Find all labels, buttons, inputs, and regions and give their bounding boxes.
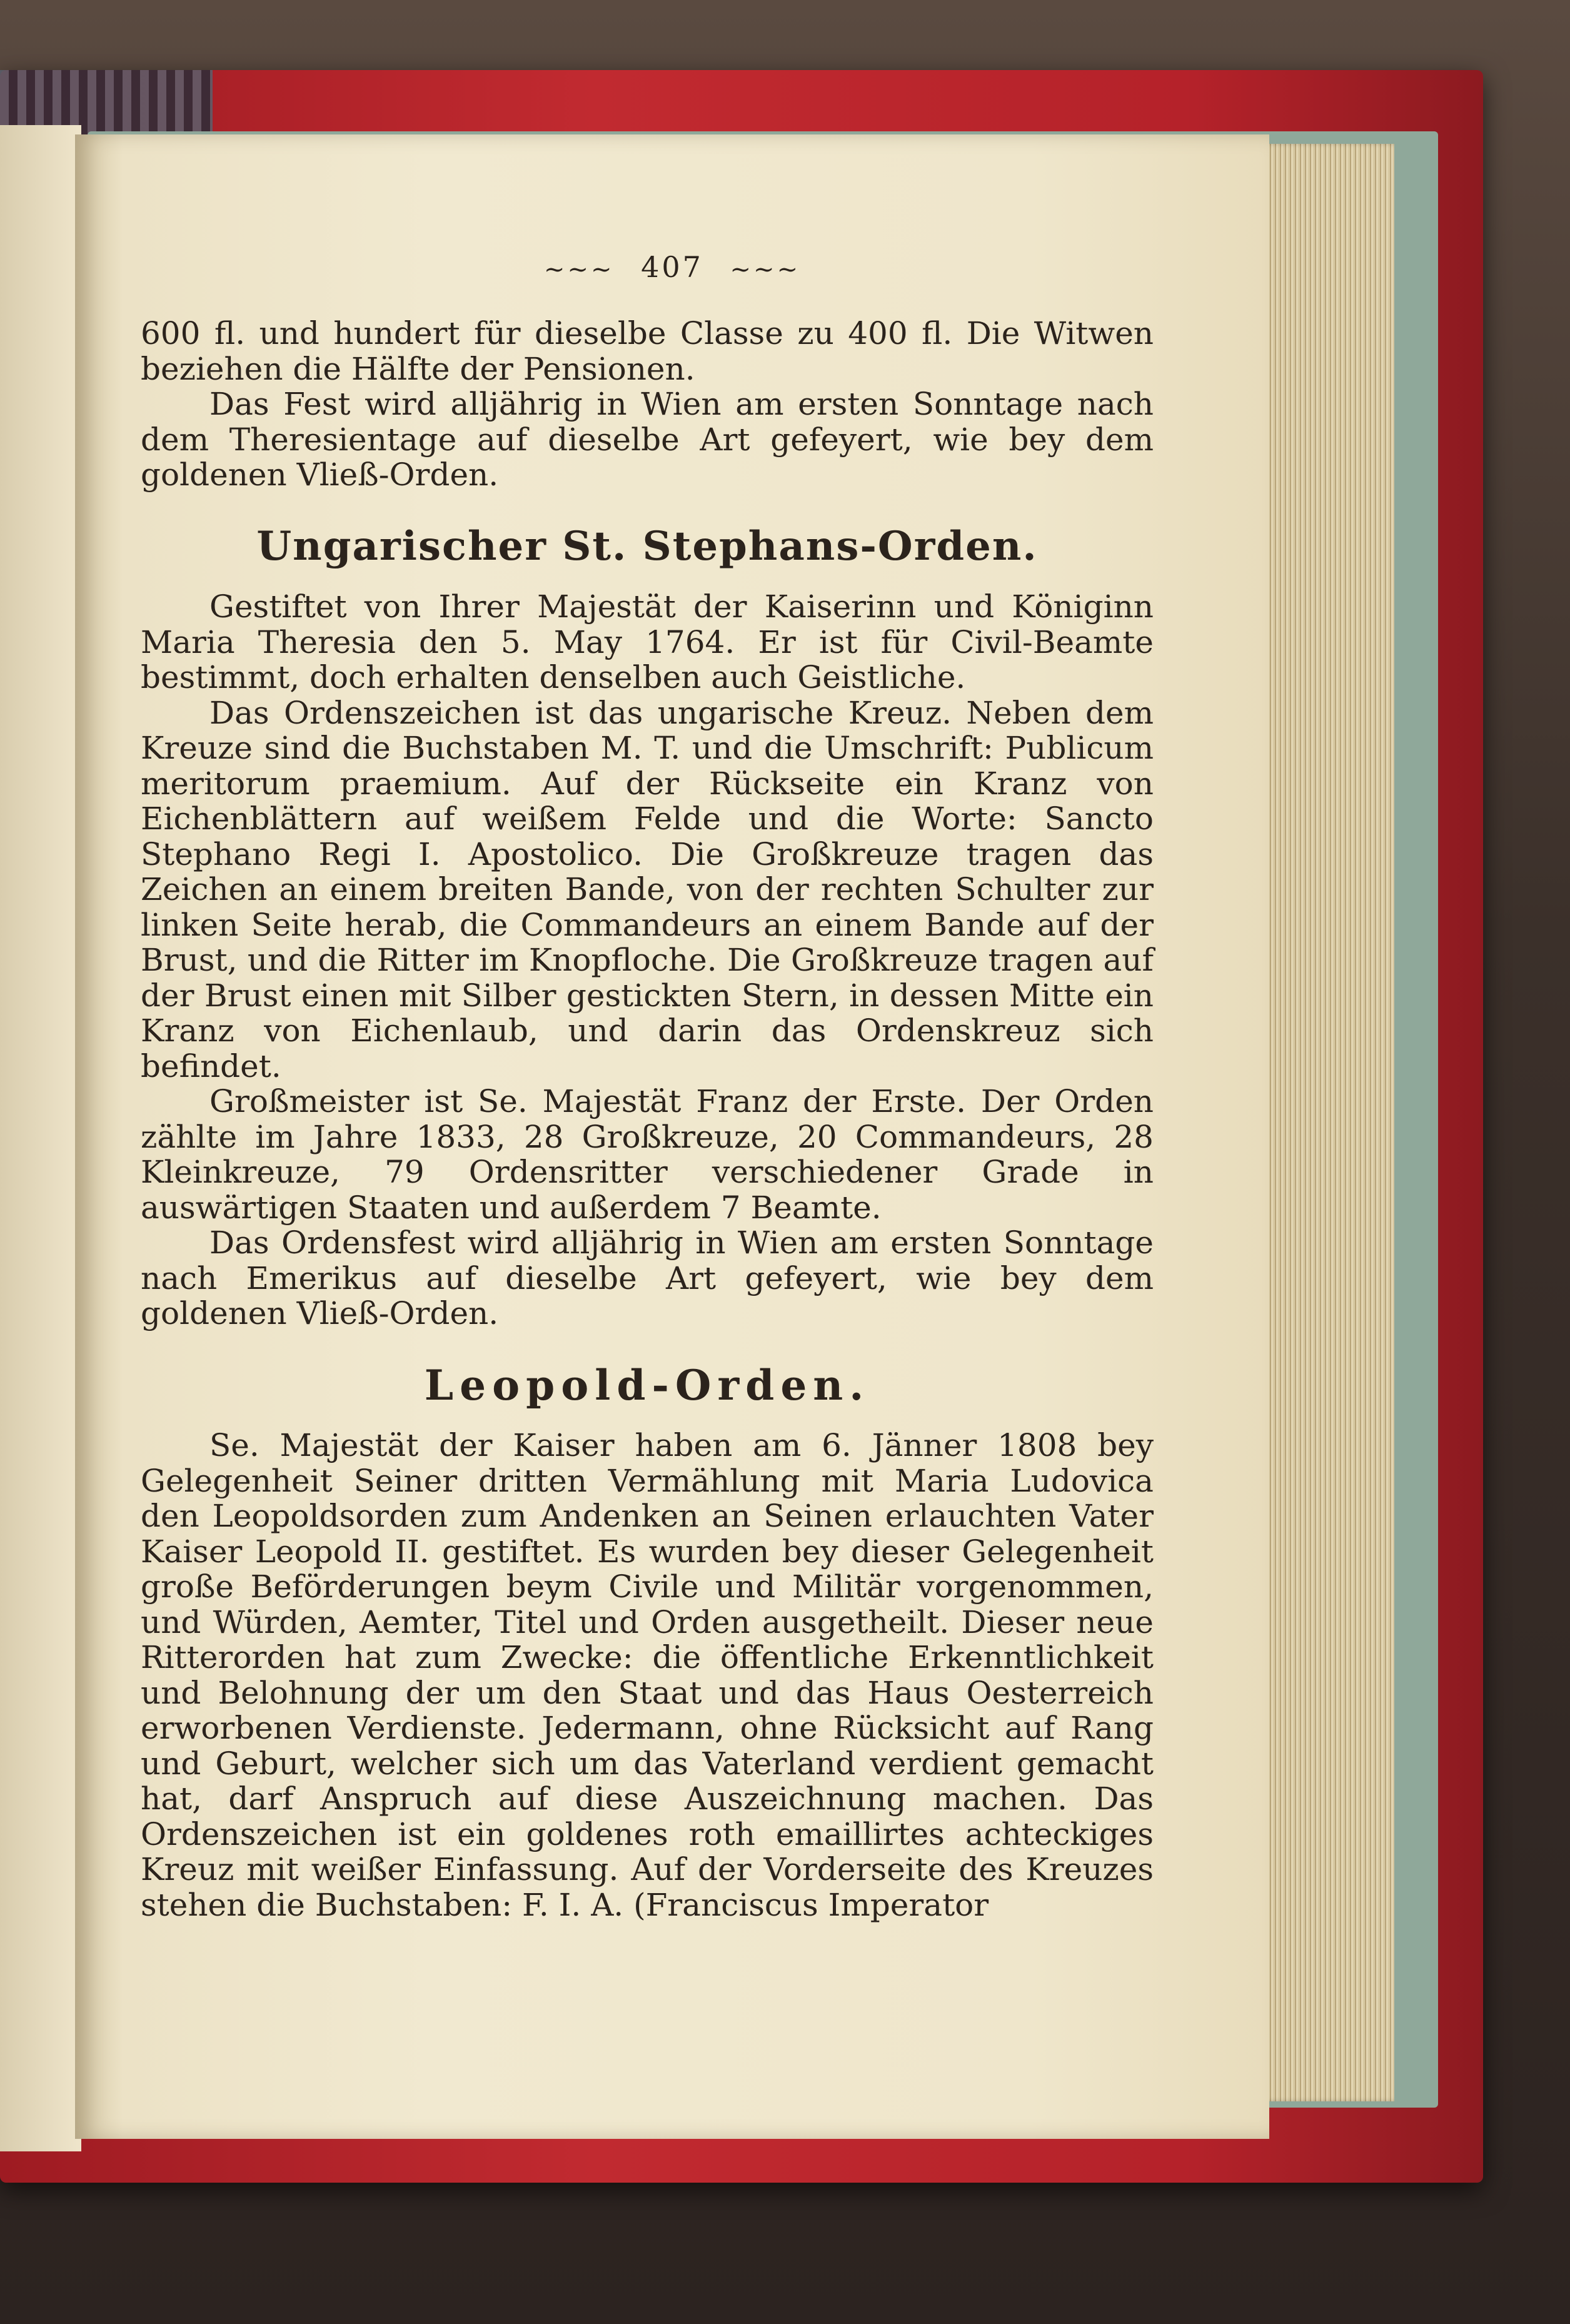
left-page-fragment: [0, 125, 81, 2151]
paragraph: 600 fl. und hundert für dieselbe Classe zu 400 fl. Die Witwen beziehen die Hälfte der Pensionen.: [141, 315, 1154, 387]
paragraph: Großmeister ist Se. Majestät Franz der Erste. Der Orden zählte im Jahre 1833, 28 Großkreuze, 20 Commandeurs, 28 Kleinkreuze, 79 Ordensritter verschiedener Grade in auswärtigen Staaten und außerdem 7 Beamte.: [141, 1083, 1154, 1226]
paragraph: Se. Majestät der Kaiser haben am 6. Jänner 1808 bey Gelegenheit Seiner dritten Vermählung mit Maria Ludovica den Leopoldsorden zum Andenken an Seinen erlauchten Vater Kaiser Leopold II. gestiftet. Es wurden bey dieser Gelegenheit große Beförderungen beym Civile und Militär vorgenommen, und Würden, Aemter, Titel und Orden ausgetheilt. Dieser neue Ritterorden hat zum Zwecke: die öffentliche Erkenntlichkeit und Belohnung der um den Staat und das Haus Oesterreich erworbenen Verdienste. Jedermann, ohne Rücksicht auf Rang und Geburt, welcher sich um das Vaterland verdient gemacht hat, darf Anspruch auf diese Auszeichnung machen. Das Ordenszeichen ist ein goldenes roth emaillirtes achteckiges Kreuz mit weißer Einfassung. Auf der Vorderseite des Kreuzes stehen die Buchstaben: F. I. A. (Franciscus Imperator: [141, 1427, 1154, 1923]
paragraph: Das Ordensfest wird alljährig in Wien am ersten Sonntage nach Emerikus auf dieselbe Art gefeyert, wie bey dem goldenen Vließ-Orden.: [141, 1225, 1154, 1331]
ornament-left: ~~~: [543, 255, 615, 284]
book-page: [75, 134, 1269, 2139]
paragraph: Das Fest wird alljährig in Wien am ersten Sonntage nach dem Theresientage auf dieselbe Art gefeyert, wie bey dem goldenen Vließ-Orden.: [141, 386, 1154, 493]
page-edges: [1263, 144, 1394, 2101]
paragraph: Gestiftet von Ihrer Majestät der Kaiserinn und Königinn Maria Theresia den 5. May 1764. Er ist für Civil-Beamte bestimmt, doch erhalten denselben auch Geistliche.: [141, 589, 1154, 695]
page-body: [141, 316, 1154, 1922]
paragraph: Das Ordenszeichen ist das ungarische Kreuz. Neben dem Kreuze sind die Buchstaben M. T. und die Umschrift: Publicum meritorum praemium. Auf der Rückseite ein Kranz von Eichenblättern auf weißem Felde und die Worte: Sancto Stephano Regi I. Apostolico. Die Großkreuze tragen das Zeichen an einem breiten Bande, von der rechten Schulter zur linken Seite herab, die Commandeurs an einem Bande auf der Brust, und die Ritter im Knopfloche. Die Großkreuze tragen auf der Brust einen mit Silber gestickten Stern, in dessen Mitte ein Kranz von Eichenlaub, und darin das Ordenskreuz sich befindet.: [141, 694, 1154, 1084]
section-heading-leopold-orden: Leopold-Orden.: [424, 1360, 870, 1410]
ornament-right: ~~~: [730, 255, 801, 284]
section-heading-stephans-orden: Ungarischer St. Stephans-Orden.: [256, 522, 1038, 570]
page-number: 407: [641, 250, 703, 284]
page-header: [75, 250, 1269, 284]
